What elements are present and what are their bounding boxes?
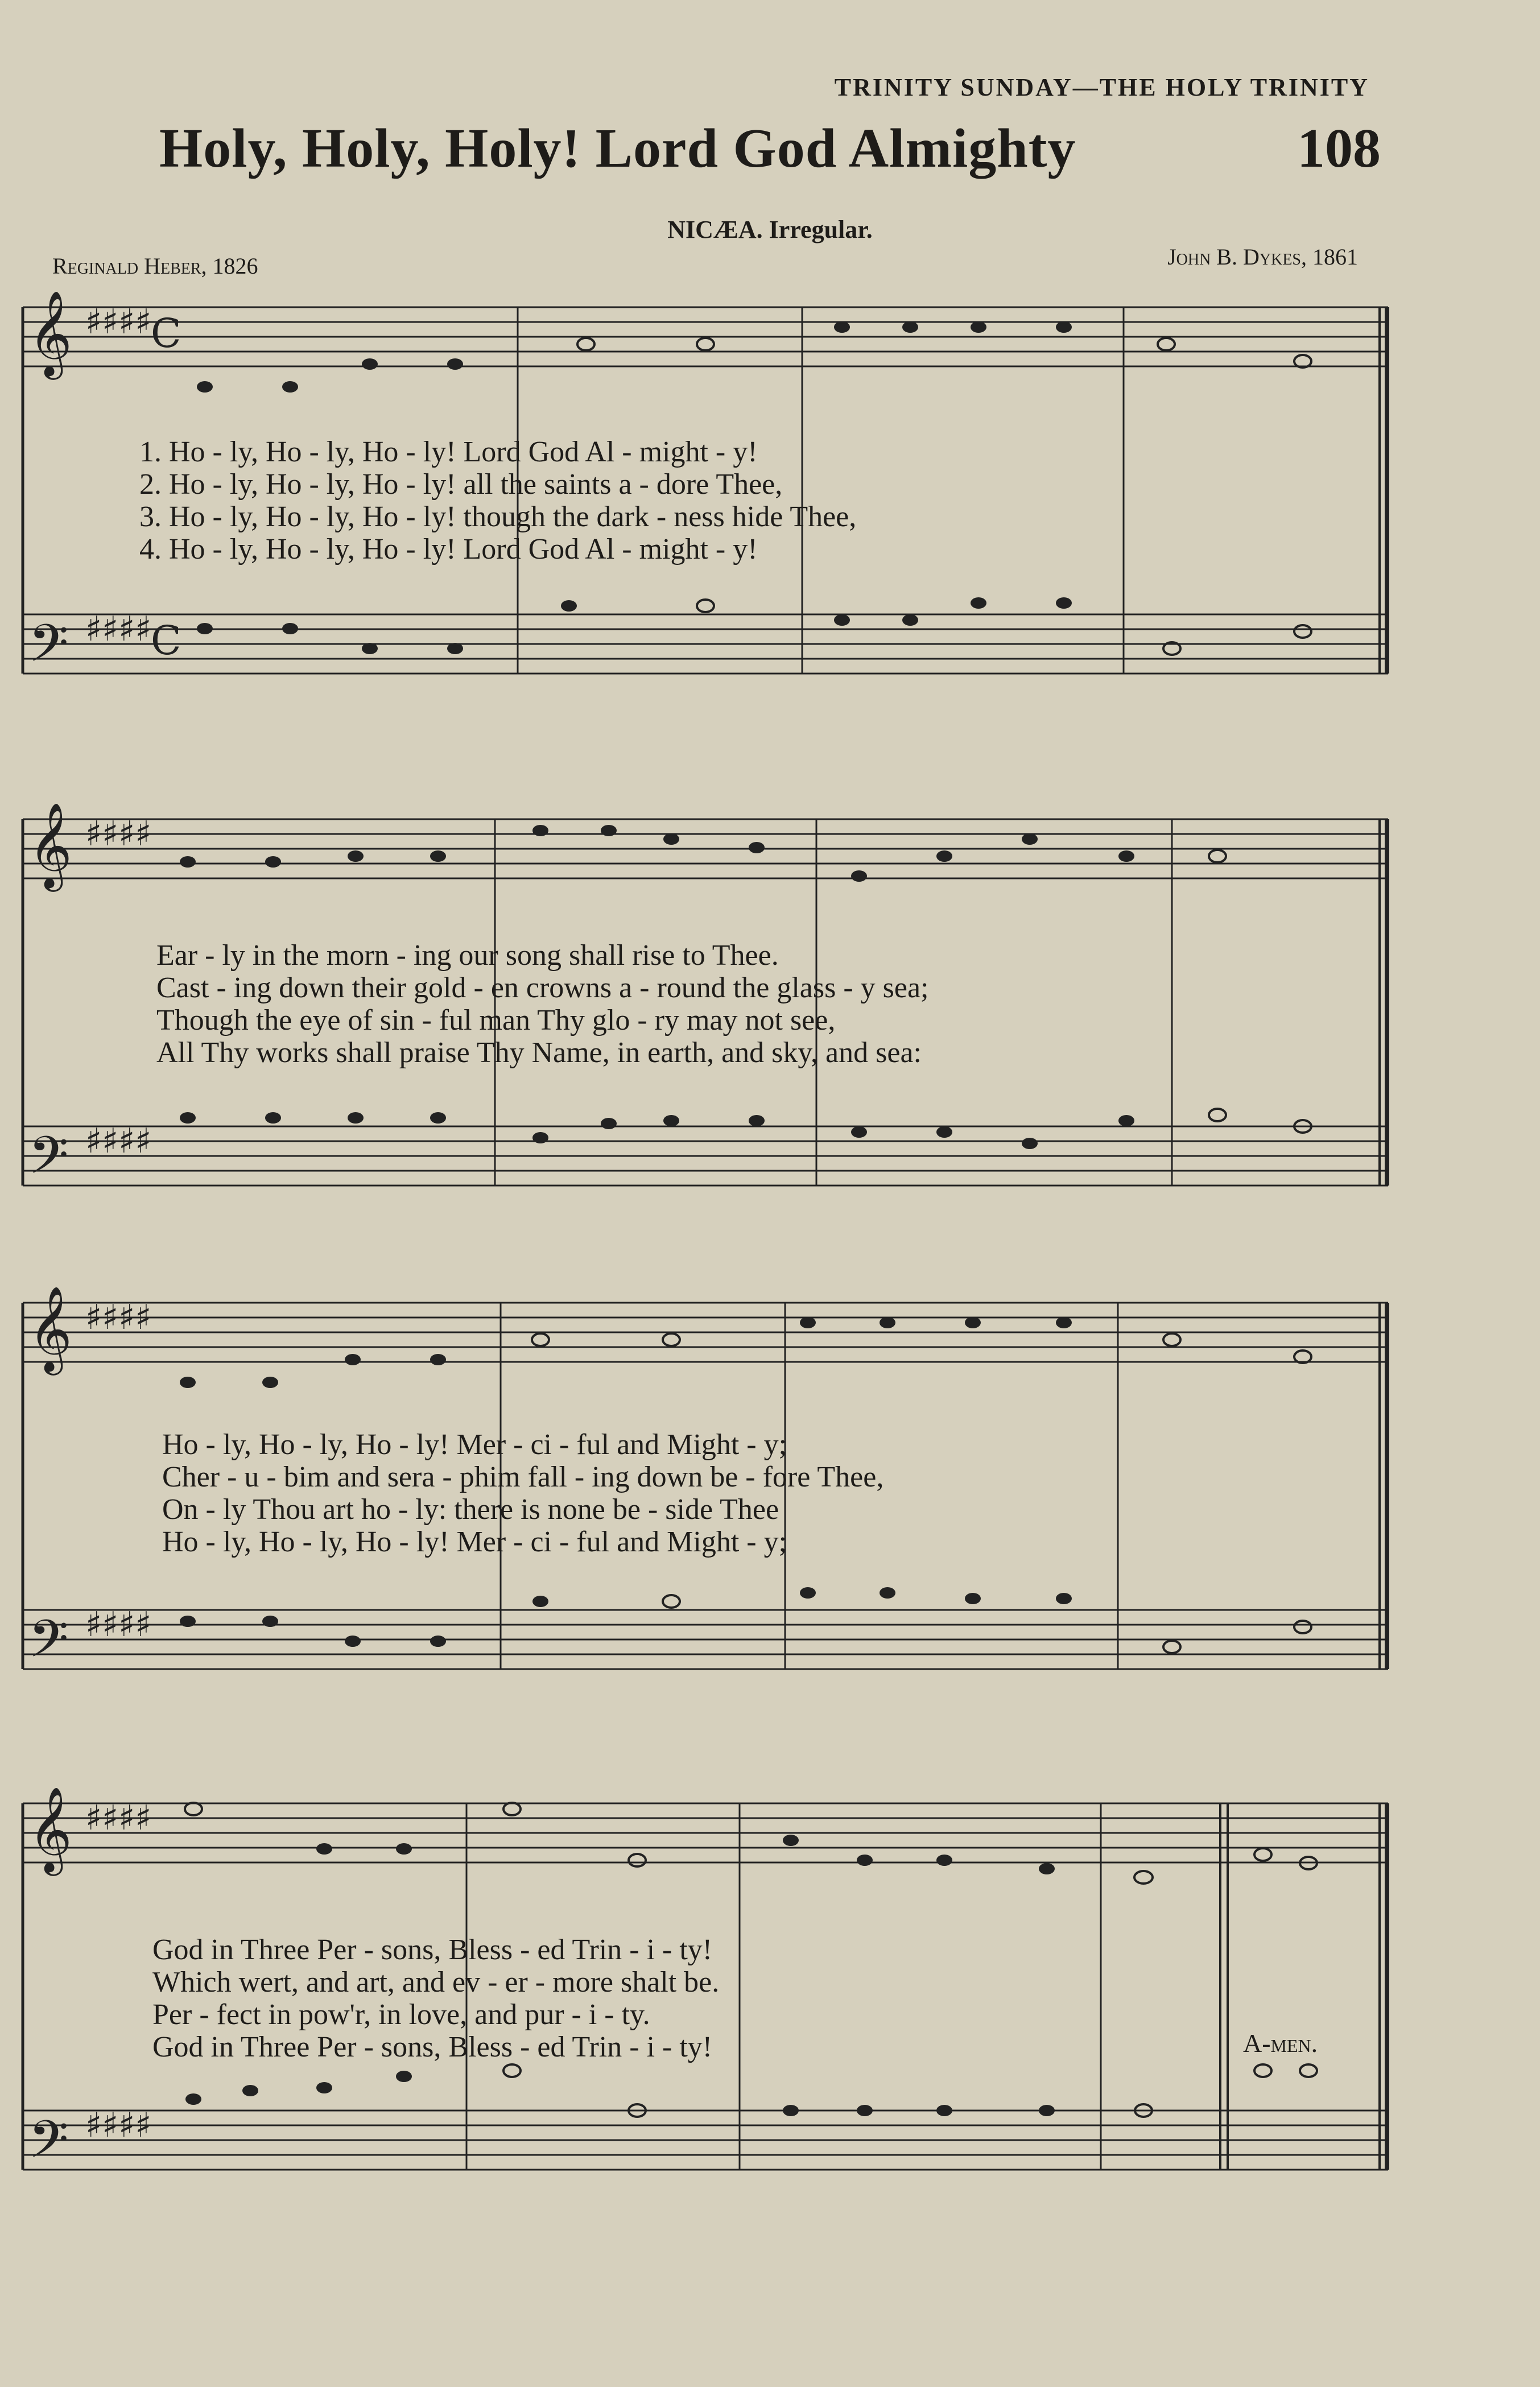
svg-text:♯♯♯♯: ♯♯♯♯ [85, 2105, 152, 2145]
verse-line: God in Three Per - sons, Bless - ed Trin - i - ty! [152, 2031, 713, 2063]
verse-line: Cher - u - bim and sera - phim fall - ing down be - fore Thee, [162, 1461, 884, 1493]
verse-line: God in Three Per - sons, Bless - ed Trin - i - ty! [152, 1934, 713, 1966]
svg-text:♯♯♯♯: ♯♯♯♯ [85, 609, 152, 649]
verse-line: Per - fect in pow'r, in love, and pur - i - ty. [152, 1998, 650, 2031]
svg-text:♯♯♯♯: ♯♯♯♯ [85, 1798, 152, 1838]
svg-text:𝄢: 𝄢 [28, 1125, 69, 1198]
verse-line: Ho - ly, Ho - ly, Ho - ly! Mer - ci - ful and Might - y; [162, 1526, 787, 1558]
verse-line: Though the eye of sin - ful man Thy glo - ry may not see, [156, 1004, 836, 1036]
tune-name: NICÆA. Irregular. [667, 216, 873, 243]
verse-line: Ho - ly, Ho - ly, Ho - ly! Mer - ci - ful and Might - y; [162, 1428, 787, 1461]
svg-text:𝄞: 𝄞 [28, 1285, 72, 1372]
svg-text:𝄞: 𝄞 [28, 290, 72, 376]
svg-text:♯♯♯♯: ♯♯♯♯ [85, 1605, 152, 1645]
svg-text:𝄢: 𝄢 [28, 1609, 69, 1682]
verse-line: 3. Ho - ly, Ho - ly, Ho - ly! though the dark - ness hide Thee, [139, 501, 857, 533]
svg-text:𝄞: 𝄞 [28, 1786, 72, 1872]
verse-line: Which wert, and art, and ev - er - more shalt be. [152, 1966, 720, 1998]
verse-line: 4. Ho - ly, Ho - ly, Ho - ly! Lord God Al - might - y! [139, 533, 758, 565]
svg-text:C: C [151, 310, 181, 357]
hymn-number: 108 [1297, 118, 1381, 179]
hymn-title: Holy, Holy, Holy! Lord God Almighty [159, 118, 1076, 179]
verse-line: On - ly Thou art ho - ly: there is none be - side Thee [162, 1493, 779, 1526]
verse-line: Cast - ing down their gold - en crowns a - round the glass - y sea; [156, 972, 929, 1004]
verse-line: 1. Ho - ly, Ho - ly, Ho - ly! Lord God Al - might - y! [139, 436, 758, 468]
svg-text:𝄢: 𝄢 [28, 613, 69, 686]
svg-text:♯♯♯♯: ♯♯♯♯ [85, 1298, 152, 1337]
author-credit: Reginald Heber, 1826 [52, 253, 258, 279]
svg-text:♯♯♯♯: ♯♯♯♯ [85, 302, 152, 342]
section-heading: TRINITY SUNDAY—THE HOLY TRINITY [834, 73, 1369, 101]
svg-text:♯♯♯♯: ♯♯♯♯ [85, 814, 152, 854]
svg-text:𝄞: 𝄞 [28, 802, 72, 888]
verse-line: All Thy works shall praise Thy Name, in earth, and sky, and sea: [156, 1036, 922, 1069]
svg-text:C: C [151, 617, 181, 664]
verse-line: 2. Ho - ly, Ho - ly, Ho - ly! all the saints a - dore Thee, [139, 468, 783, 501]
svg-text:♯♯♯♯: ♯♯♯♯ [85, 1121, 152, 1161]
amen-label: A-men. [1243, 2029, 1318, 2058]
composer-credit: John B. Dykes, 1861 [1167, 244, 1358, 270]
verse-line: Ear - ly in the morn - ing our song shall rise to Thee. [156, 939, 779, 972]
svg-text:𝄢: 𝄢 [28, 2109, 69, 2182]
